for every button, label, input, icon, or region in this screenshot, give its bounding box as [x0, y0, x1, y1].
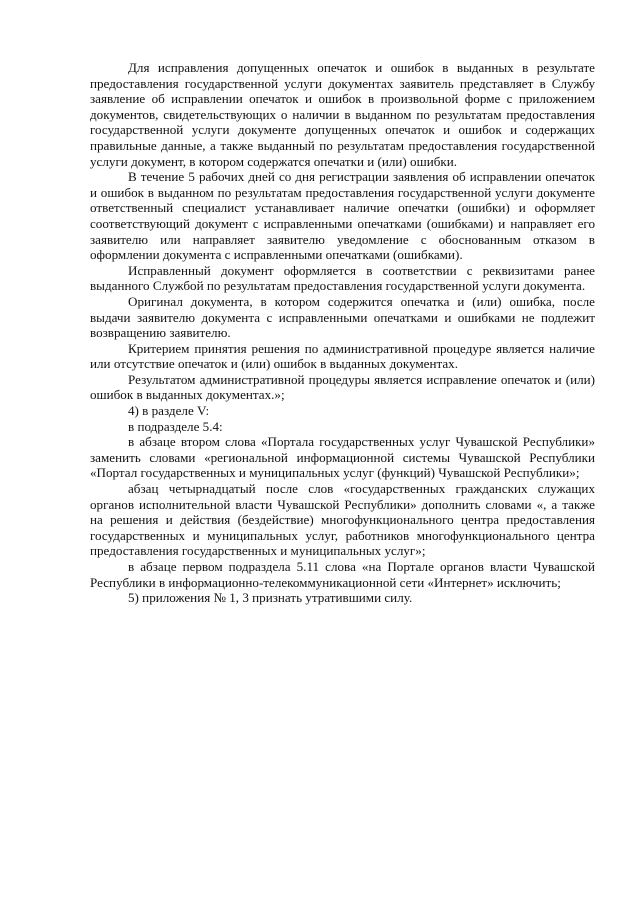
- paragraph-subsection-5-11: в абзаце первом подраздела 5.11 слова «на Портале органов власти Чувашской Республики в информационно-телекоммуникационной сети «Интернет» исключить;: [90, 559, 595, 590]
- paragraph-procedure-result: Результатом административной процедуры является исправление опечаток и (или) ошибок в выданных документах.»;: [90, 371, 595, 403]
- paragraph-decision-criterion: Критерием принятия решения по административной процедуре является наличие или отсутствие опечаток и (или) ошибок в выданных документах.: [90, 340, 595, 372]
- paragraph-fourteenth-abzac: абзац четырнадцатый после слов «государственных гражданских служащих органов исполнительной власти Чувашской Республики» дополнить словами «, а также на решения и действия (бездействие) многофункционального центра предоставления государственных и муниципальных услуг, работников многофункционального центра предоставления государственных и муниципальных услуг»;: [90, 481, 595, 559]
- paragraph-corrected-document: Исправленный документ оформляется в соответствии с реквизитами ранее выданного Службой по результатам предоставления государственной услуги документа.: [90, 262, 595, 294]
- paragraph-typo-correction-request: Для исправления допущенных опечаток и ошибок в выданных в результате предоставления государственной услуги документах заявитель представляет в Службу заявление об исправлении опечаток и ошибок в произвольной форме с приложением документов, свидетельствующих о наличии в выданном по результатам предоставления государственной услуги документе допущенных опечаток и ошибок и содержащих правильные данные, а также выданный по результатам предоставления государственной услуги документ, в котором содержатся опечатки и (или) ошибки.: [90, 60, 595, 169]
- paragraph-second-abzac: в абзаце втором слова «Портала государственных услуг Чувашской Республики» заменить словами «региональной информационной системы Чувашской Республики «Портал государственных и муниципальных услуг (функций) Чувашской Республики»;: [90, 434, 595, 481]
- document-page: [90, 60, 595, 606]
- paragraph-section-v: 4) в разделе V:: [128, 403, 210, 419]
- paragraph-five-day-review: В течение 5 рабочих дней со дня регистрации заявления об исправлении опечаток и ошибок в выданном по результатам предоставления государственной услуги документе ответственный специалист устанавливает наличие опечатки (ошибки) и оформляет соответствующий документ с исправленными опечатками (ошибками) и направляет его заявителю или направляет заявителю уведомление с обоснованным отказом в оформлении документа с исправленными опечатками (ошибками).: [90, 169, 595, 263]
- paragraph-subsection-5-4: в подразделе 5.4:: [128, 418, 223, 434]
- paragraph-original-document: Оригинал документа, в котором содержится опечатка и (или) ошибка, после выдачи заявителю документа с исправленными опечатками и ошибками не подлежит возвращению заявителю.: [90, 293, 595, 341]
- paragraph-appendices: 5) приложения № 1, 3 признать утратившими силу.: [128, 590, 413, 606]
